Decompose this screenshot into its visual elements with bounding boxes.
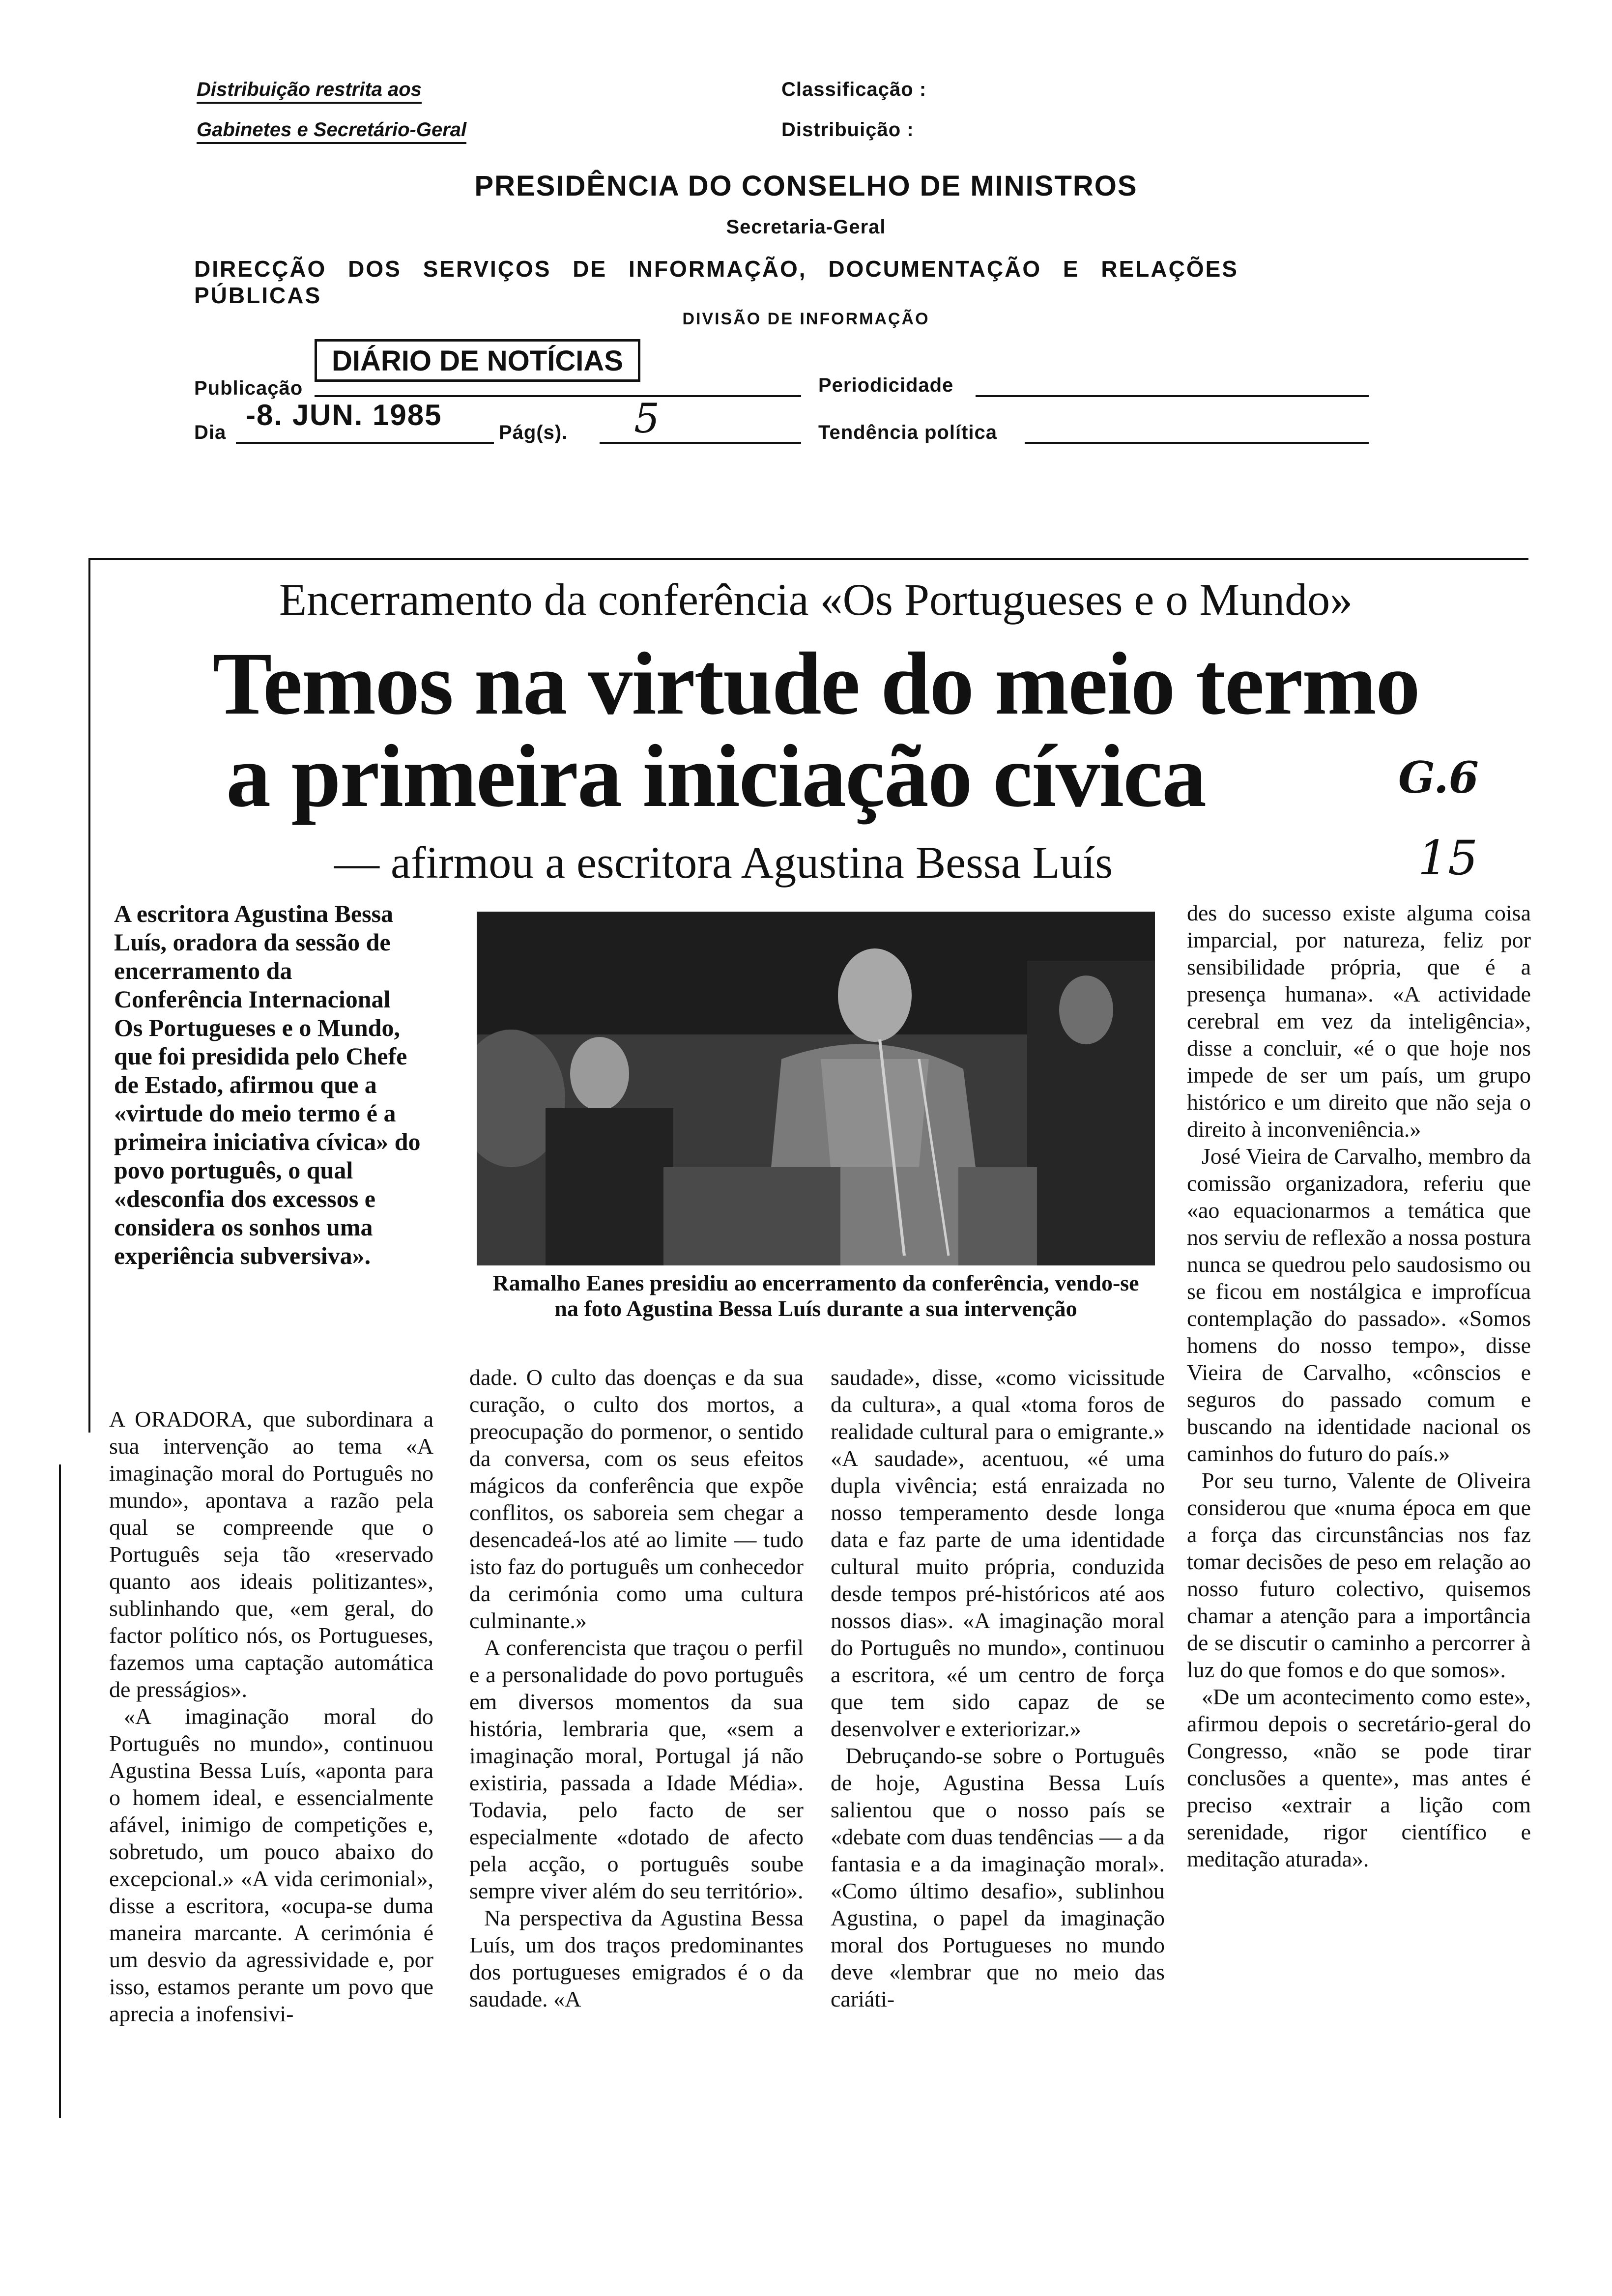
col3-paragraph-2: Debruçando-se sobre o Português de hoje, Agustina Bessa Luís salientou que o nosso país se «debate com duas tendências — a da fantasia e a da imaginação moral». «Como último desafio», sublinhou Agustina, o papel da imaginação moral dos Portugueses no mundo deve «lembrar que no meio das cariáti-	[831, 1743, 1165, 2011]
directorate-title: DIRECÇÃO DOS SERVIÇOS DE INFORMAÇÃO, DOCUMENTAÇÃO E RELAÇÕES PÚBLICAS	[194, 256, 1238, 308]
col1-paragraph-1: A ORADORA, que subordinara a sua intervenção ao tema «A imaginação moral do Português no mundo», apontava a razão pela qual se compreende que o Português seja tão «reservado quanto aos ideais politizantes», sublinhando que, «em geral, do factor político nós, os Portugueses, fazemos uma captação automática de presságios».	[109, 1406, 433, 1702]
article-kicker: Encerramento da conferência «Os Portugueses e o Mundo»	[279, 574, 1353, 625]
col2-paragraph-1: dade. O culto das doenças e da sua curação, o culto dos mortos, a preocupação do pormenor, o sentido da conversa, com os seus efeitos mágicos da conferência que expõe conflitos, os saboreia sem chegar a desencadeá-los até ao limite — tudo isto faz do português um conhecedor da cerimónia como uma cultura culminante.»	[469, 1365, 804, 1633]
article-lead: A escritora Agustina Bessa Luís, oradora da sessão de encerramento da Conferência Internacional Os Portugueses e o Mundo, que foi presidida pelo Chefe de Estado, afirmou que a «virtude do meio termo é a primeira iniciativa cívica» do povo português, o qual «desconfia dos excessos e considera os sonhos uma experiência subversiva».	[114, 900, 421, 1269]
publication-line	[315, 393, 801, 397]
article-top-rule	[88, 558, 1528, 560]
col2-paragraph-2: A conferencista que traçou o perfil e a personalidade do povo português em diversos momentos da sua história, lembraria que, «sem a imaginação moral, Portugal já não existiria, passada a Idade Média». Todavia, pelo facto de ser especialmente «dotado de afecto pela acção, o português soube sempre viver além do seu território».	[469, 1635, 804, 1903]
article-left-rule	[88, 558, 90, 1433]
publication-label: Publicação	[194, 377, 303, 399]
article-col4	[1187, 899, 1531, 1872]
col2-paragraph-3: Na perspectiva da Agustina Bessa Luís, um dos traços predominantes dos portugueses emigrados é o da saudade. «A	[469, 1905, 804, 2011]
col4-paragraph-4: «De um acontecimento como este», afirmou depois o secretário-geral do Congresso, «não se pode tirar conclusões a quente», mas antes é preciso «extrair a lição com serenidade, rigor científico e meditação aturada».	[1187, 1684, 1531, 1871]
article-photo	[477, 912, 1155, 1265]
page-label: Pág(s).	[499, 422, 568, 443]
col1-paragraph-2: «A imaginação moral do Português no mundo», continuou Agustina Bessa Luís, «aponta para o homem ideal, e essencialmente afável, inimigo de competições e, sobretudo, um pouco abaixo do excepcional.» «A vida cerimonial», disse a escritora, «ocupa-se duma maneira marcante. A cerimónia é um desvio da agressividade e, por isso, estamos perante um povo que aprecia a inofensivi-	[109, 1704, 433, 2026]
distribution-label: Distribuição :	[781, 119, 914, 141]
article-headline-line1: Temos na virtude do meio termo	[212, 634, 1419, 733]
day-line	[236, 440, 494, 444]
photo-illustration	[477, 912, 1155, 1265]
col3-paragraph-1: saudade», disse, «como vicissitude da cultura», a qual «toma foros de realidade cultural para o emigrante.» «A saudade», acentuou, «é uma dupla vivência; está enraizada no nosso temperamento desde longa data e faz parte de uma identidade cultural muito própria, conduzida desde tempos pré-históricos até aos nossos dias». «A imaginação moral do Português no mundo», continuou a escritora, «é um centro de força que tem sido capaz de se desenvolver e exteriorizar.»	[831, 1365, 1165, 1741]
restricted-distribution-line2: Gabinetes e Secretário-Geral	[197, 119, 466, 144]
classification-label: Classificação :	[781, 79, 927, 100]
page-number: 5	[634, 396, 660, 442]
periodicity-label: Periodicidade	[818, 374, 954, 396]
restricted-distribution-line1: Distribuição restrita aos	[197, 79, 422, 104]
col4-paragraph-3: Por seu turno, Valente de Oliveira considerou que «numa época em que a força das circunstâncias nos faz tomar decisões de peso em relação ao nosso futuro colectivo, quisemos chamar a atenção para a importância de se discutir o caminho a percorrer à luz do que fomos e do que somos».	[1187, 1468, 1531, 1682]
publication-stamp: DIÁRIO DE NOTÍCIAS	[315, 339, 640, 382]
page-line	[600, 440, 801, 444]
day-label: Dia	[194, 422, 227, 443]
periodicity-line	[976, 393, 1369, 397]
tendency-line	[1025, 440, 1369, 444]
secretariat-label: Secretaria-Geral	[726, 216, 886, 238]
political-tendency-label: Tendência política	[818, 422, 997, 443]
day-stamp: -8. JUN. 1985	[246, 399, 442, 431]
col4-paragraph-2: José Vieira de Carvalho, membro da comissão organizadora, referiu que «ao equacionarmos a temática que nos serviu de reflexão a nossa postura nunca se quedrou pelo saudosismo ou se ficou em nostálgica e improfícua contemplação do passado». «Somos homens do nosso tempo», disse Vieira de Carvalho, «cônscios e seguros do passado comum e buscando na identidade nacional os caminhos do futuro do país.»	[1187, 1144, 1531, 1466]
col4-paragraph-1: des do sucesso existe alguma coisa imparcial, por natureza, feliz por sensibilidade própria, que é a presença humana». «A actividade cerebral em vez da inteligência», disse a concluir, «é o que hoje nos impede de ser um país, um grupo histórico e um direito que não seja o direito à inconveniência.»	[1187, 900, 1531, 1142]
photo-caption: Ramalho Eanes presidiu ao encerramento da conferência, vendo-se na foto Agustina Bessa Luís durante a sua intervenção	[492, 1270, 1139, 1321]
division-label: DIVISÃO DE INFORMAÇÃO	[682, 310, 930, 328]
handwritten-note-2: 15	[1418, 831, 1478, 886]
handwritten-note-1: G.6	[1398, 752, 1479, 803]
article-subheadline: — afirmou a escritora Agustina Bessa Luís	[334, 837, 1113, 888]
agency-title: PRESIDÊNCIA DO CONSELHO DE MINISTROS	[474, 170, 1138, 202]
article-col3	[831, 1364, 1165, 2012]
margin-bracket-mark	[59, 1464, 61, 2118]
article-col2	[469, 1364, 804, 2012]
article-col1	[109, 1406, 433, 2027]
article-headline-line2: a primeira iniciação cívica	[226, 727, 1206, 826]
